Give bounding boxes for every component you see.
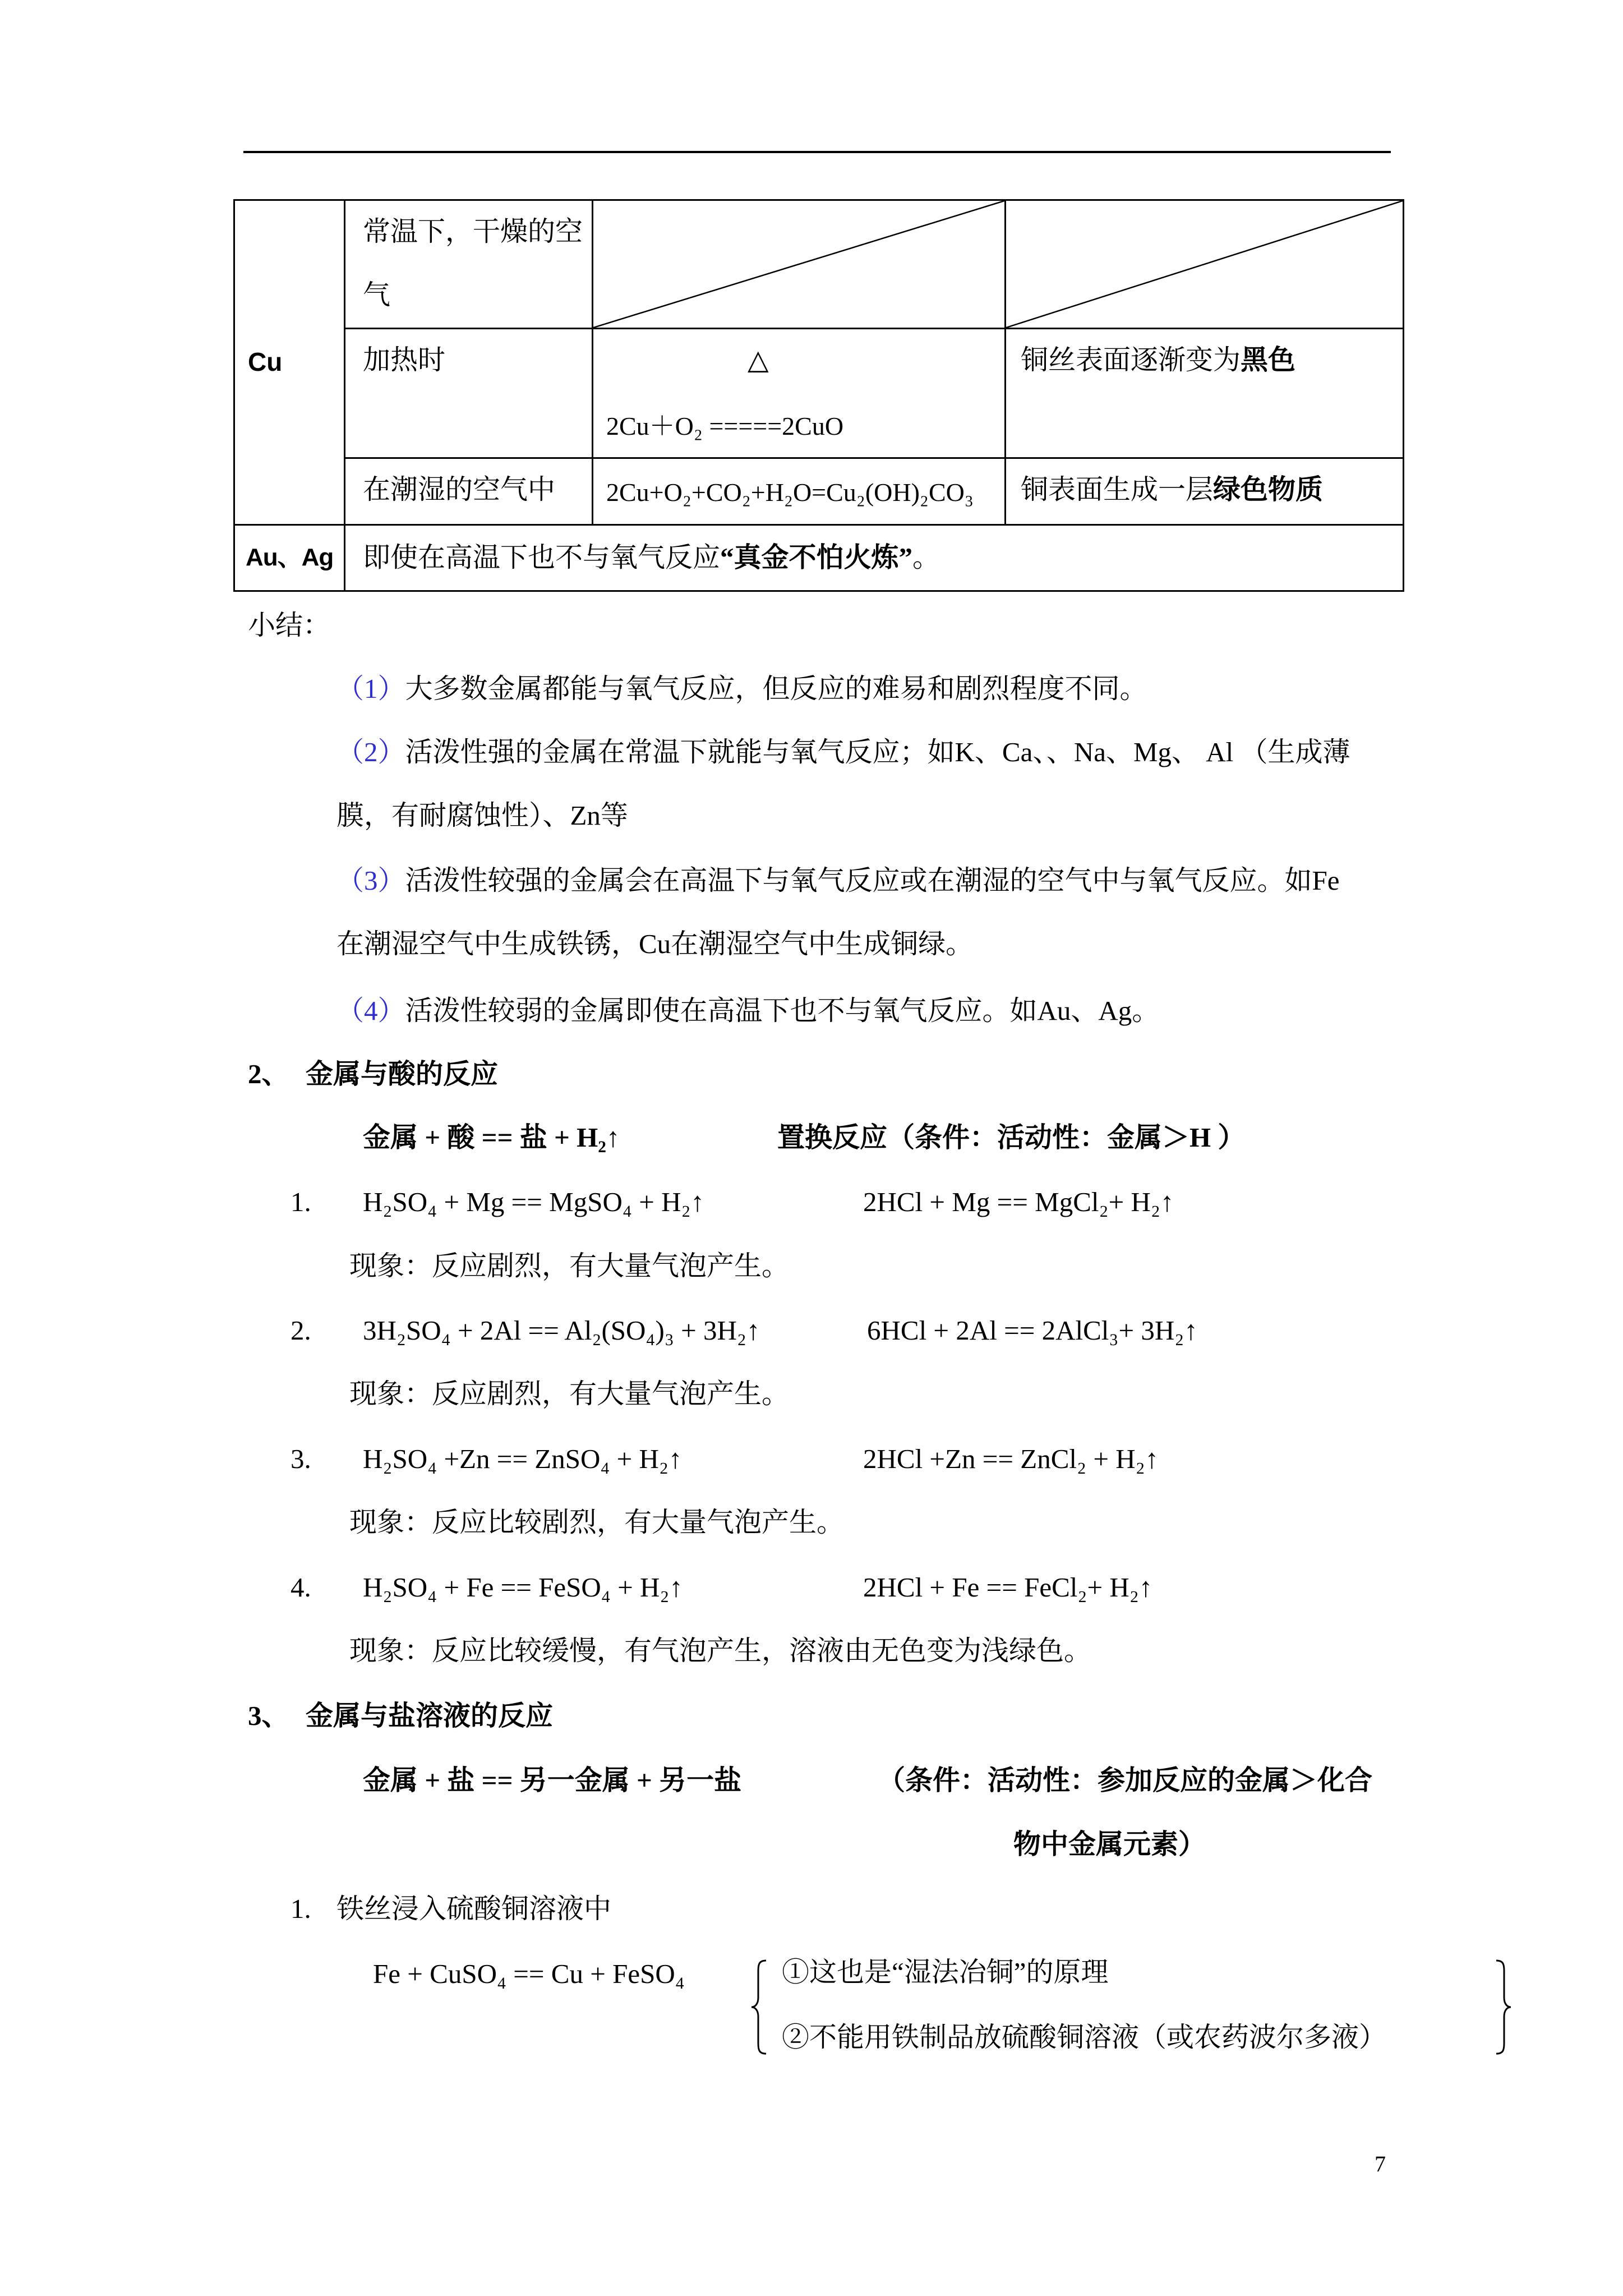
acid-reaction-type: 置换反应（条件：活动性：金属＞H ） xyxy=(777,1122,1246,1153)
acid-equation-hydrochloric: 6HCl + 2Al == 2AlCl₃+ 3H₂↑ xyxy=(867,1315,1198,1346)
cell-au-ag-description xyxy=(344,524,1404,592)
acid-equation-sulfuric: H₂SO₄ + Fe == FeSO₄ + H₂↑ xyxy=(363,1572,683,1603)
equation-humid-air: 2Cu+O₂+CO₂+H₂O=Cu₂(OH)₂CO₃ xyxy=(606,478,974,507)
phenomenon-heating-text: 铜丝表面逐渐变为 xyxy=(1021,344,1241,375)
cell-condition-humid-air xyxy=(344,457,593,526)
diagonal-slash xyxy=(1006,201,1403,328)
oxygen-reaction-table xyxy=(233,199,1404,592)
summary-point-3 xyxy=(336,861,1340,900)
summary-point-1 xyxy=(336,669,1147,708)
acid-item-number: 1. xyxy=(291,1186,311,1217)
acid-item-number: 4. xyxy=(291,1572,311,1603)
cell-phenomenon-humid-air xyxy=(1004,457,1404,526)
header-rule xyxy=(243,151,1391,153)
cell-condition-dry-air xyxy=(344,199,593,329)
summary-point-3-continued: 在潮湿空气中生成铁锈，Cu在潮湿空气中生成铜绿。 xyxy=(336,928,974,959)
phenomenon-humid-air xyxy=(1021,470,1323,509)
salt-general-equation: 金属 + 盐 == 另一金属 + 另一盐 xyxy=(363,1765,742,1796)
section-number-acid: 2、 xyxy=(248,1059,289,1089)
summary-point-number: （2） xyxy=(336,737,405,767)
condition-heating: 加热时 xyxy=(363,344,446,375)
au-ag-proverb: “真金不怕火炼” xyxy=(720,542,913,573)
cell-condition-heating xyxy=(344,328,593,459)
salt-note-2: ②不能用铁制品放硫酸铜溶液（或农药波尔多液） xyxy=(782,2022,1387,2053)
cell-metal-cu xyxy=(233,199,345,526)
metal-label-au-ag: Au、Ag xyxy=(246,544,334,571)
acid-phenomenon: 现象：反应比较缓慢，有气泡产生，溶液由无色变为浅绿色。 xyxy=(349,1635,1092,1666)
condition-dry-air-line2: 气 xyxy=(363,279,391,310)
acid-equation-hydrochloric: 2HCl +Zn == ZnCl₂ + H₂↑ xyxy=(863,1443,1159,1474)
cell-equation-heating xyxy=(592,328,1006,459)
metal-label-cu: Cu xyxy=(248,347,283,376)
summary-point-number: （3） xyxy=(336,865,405,896)
section-number-salt: 3、 xyxy=(248,1700,289,1731)
summary-point-number: （1） xyxy=(336,673,405,704)
acid-general-equation: 金属 + 酸 == 盐 + H₂↑ xyxy=(363,1122,620,1153)
right-brace-icon xyxy=(1493,1959,1513,2055)
salt-note-1: ①这也是“湿法冶铜”的原理 xyxy=(782,1957,1109,1987)
summary-title: 小结： xyxy=(248,610,331,641)
summary-point-2 xyxy=(336,733,1350,772)
phenomenon-heating xyxy=(1021,341,1295,380)
cell-phenomenon-dry-air-empty xyxy=(1004,199,1404,329)
salt-equation-iron-copper-sulfate: Fe + CuSO₄ == Cu + FeSO₄ xyxy=(373,1958,685,1989)
summary-point-text: 活泼性强的金属在常温下就能与氧气反应；如K、Ca、、Na、Mg、 Al （生成薄 xyxy=(405,737,1350,767)
phenomenon-heating-bold: 黑色 xyxy=(1241,344,1296,375)
acid-equation-sulfuric: H₂SO₄ +Zn == ZnSO₄ + H₂↑ xyxy=(363,1443,683,1474)
acid-item-number: 2. xyxy=(291,1315,311,1346)
summary-point-text: 活泼性较强的金属会在高温下与氧气反应或在潮湿的空气中与氧气反应。如Fe xyxy=(405,865,1340,896)
summary-point-4 xyxy=(336,991,1159,1030)
salt-item-title: 铁丝浸入硫酸铜溶液中 xyxy=(336,1893,612,1924)
acid-equation-sulfuric: H₂SO₄ + Mg == MgSO₄ + H₂↑ xyxy=(363,1186,705,1217)
cell-phenomenon-heating xyxy=(1004,328,1404,459)
phenomenon-humid-air-text: 铜表面生成一层 xyxy=(1021,474,1214,505)
cell-equation-humid-air xyxy=(592,457,1006,526)
au-ag-description-text: 即使在高温下也不与氧气反应 xyxy=(363,542,721,573)
acid-equation-hydrochloric: 2HCl + Fe == FeCl₂+ H₂↑ xyxy=(863,1572,1153,1603)
acid-phenomenon: 现象：反应剧烈，有大量气泡产生。 xyxy=(349,1250,790,1281)
acid-equation-sulfuric: 3H₂SO₄ + 2Al == Al₂(SO₄)₃ + 3H₂↑ xyxy=(363,1315,760,1346)
cell-equation-dry-air-empty xyxy=(592,199,1006,329)
salt-condition-line2: 物中金属元素） xyxy=(1013,1829,1206,1860)
section-title-acid: 金属与酸的反应 xyxy=(306,1059,499,1089)
summary-point-text: 活泼性较弱的金属即使在高温下也不与氧气反应。如Au、Ag。 xyxy=(405,995,1160,1026)
left-brace-icon xyxy=(749,1959,769,2055)
condition-dry-air-line1: 常温下，干燥的空 xyxy=(363,216,583,247)
equation-heating: 2Cu＋O₂ =====2CuO xyxy=(606,412,844,440)
summary-point-text: 大多数金属都能与氧气反应，但反应的难易和剧烈程度不同。 xyxy=(405,673,1147,704)
acid-item-number: 3. xyxy=(291,1443,311,1474)
au-ag-description xyxy=(363,538,940,577)
salt-item-number: 1. xyxy=(291,1893,311,1924)
cell-metal-au-ag xyxy=(233,524,345,592)
condition-humid-air: 在潮湿的空气中 xyxy=(363,474,556,505)
summary-point-2-continued: 膜，有耐腐蚀性）、Zn等 xyxy=(336,800,628,831)
acid-equation-hydrochloric: 2HCl + Mg == MgCl₂+ H₂↑ xyxy=(863,1186,1174,1217)
salt-condition-line1: （条件：活动性：参加反应的金属＞化合 xyxy=(878,1765,1373,1796)
section-title-salt: 金属与盐溶液的反应 xyxy=(306,1700,554,1731)
au-ag-description-suffix: 。 xyxy=(912,542,940,573)
acid-phenomenon: 现象：反应剧烈，有大量气泡产生。 xyxy=(349,1378,790,1409)
page-number: 7 xyxy=(1375,2151,1386,2177)
phenomenon-humid-air-bold: 绿色物质 xyxy=(1213,474,1324,505)
summary-point-number: （4） xyxy=(336,995,405,1026)
heating-triangle-symbol: △ xyxy=(748,344,769,375)
acid-phenomenon: 现象：反应比较剧烈，有大量气泡产生。 xyxy=(349,1507,845,1538)
diagonal-slash xyxy=(593,201,1004,328)
